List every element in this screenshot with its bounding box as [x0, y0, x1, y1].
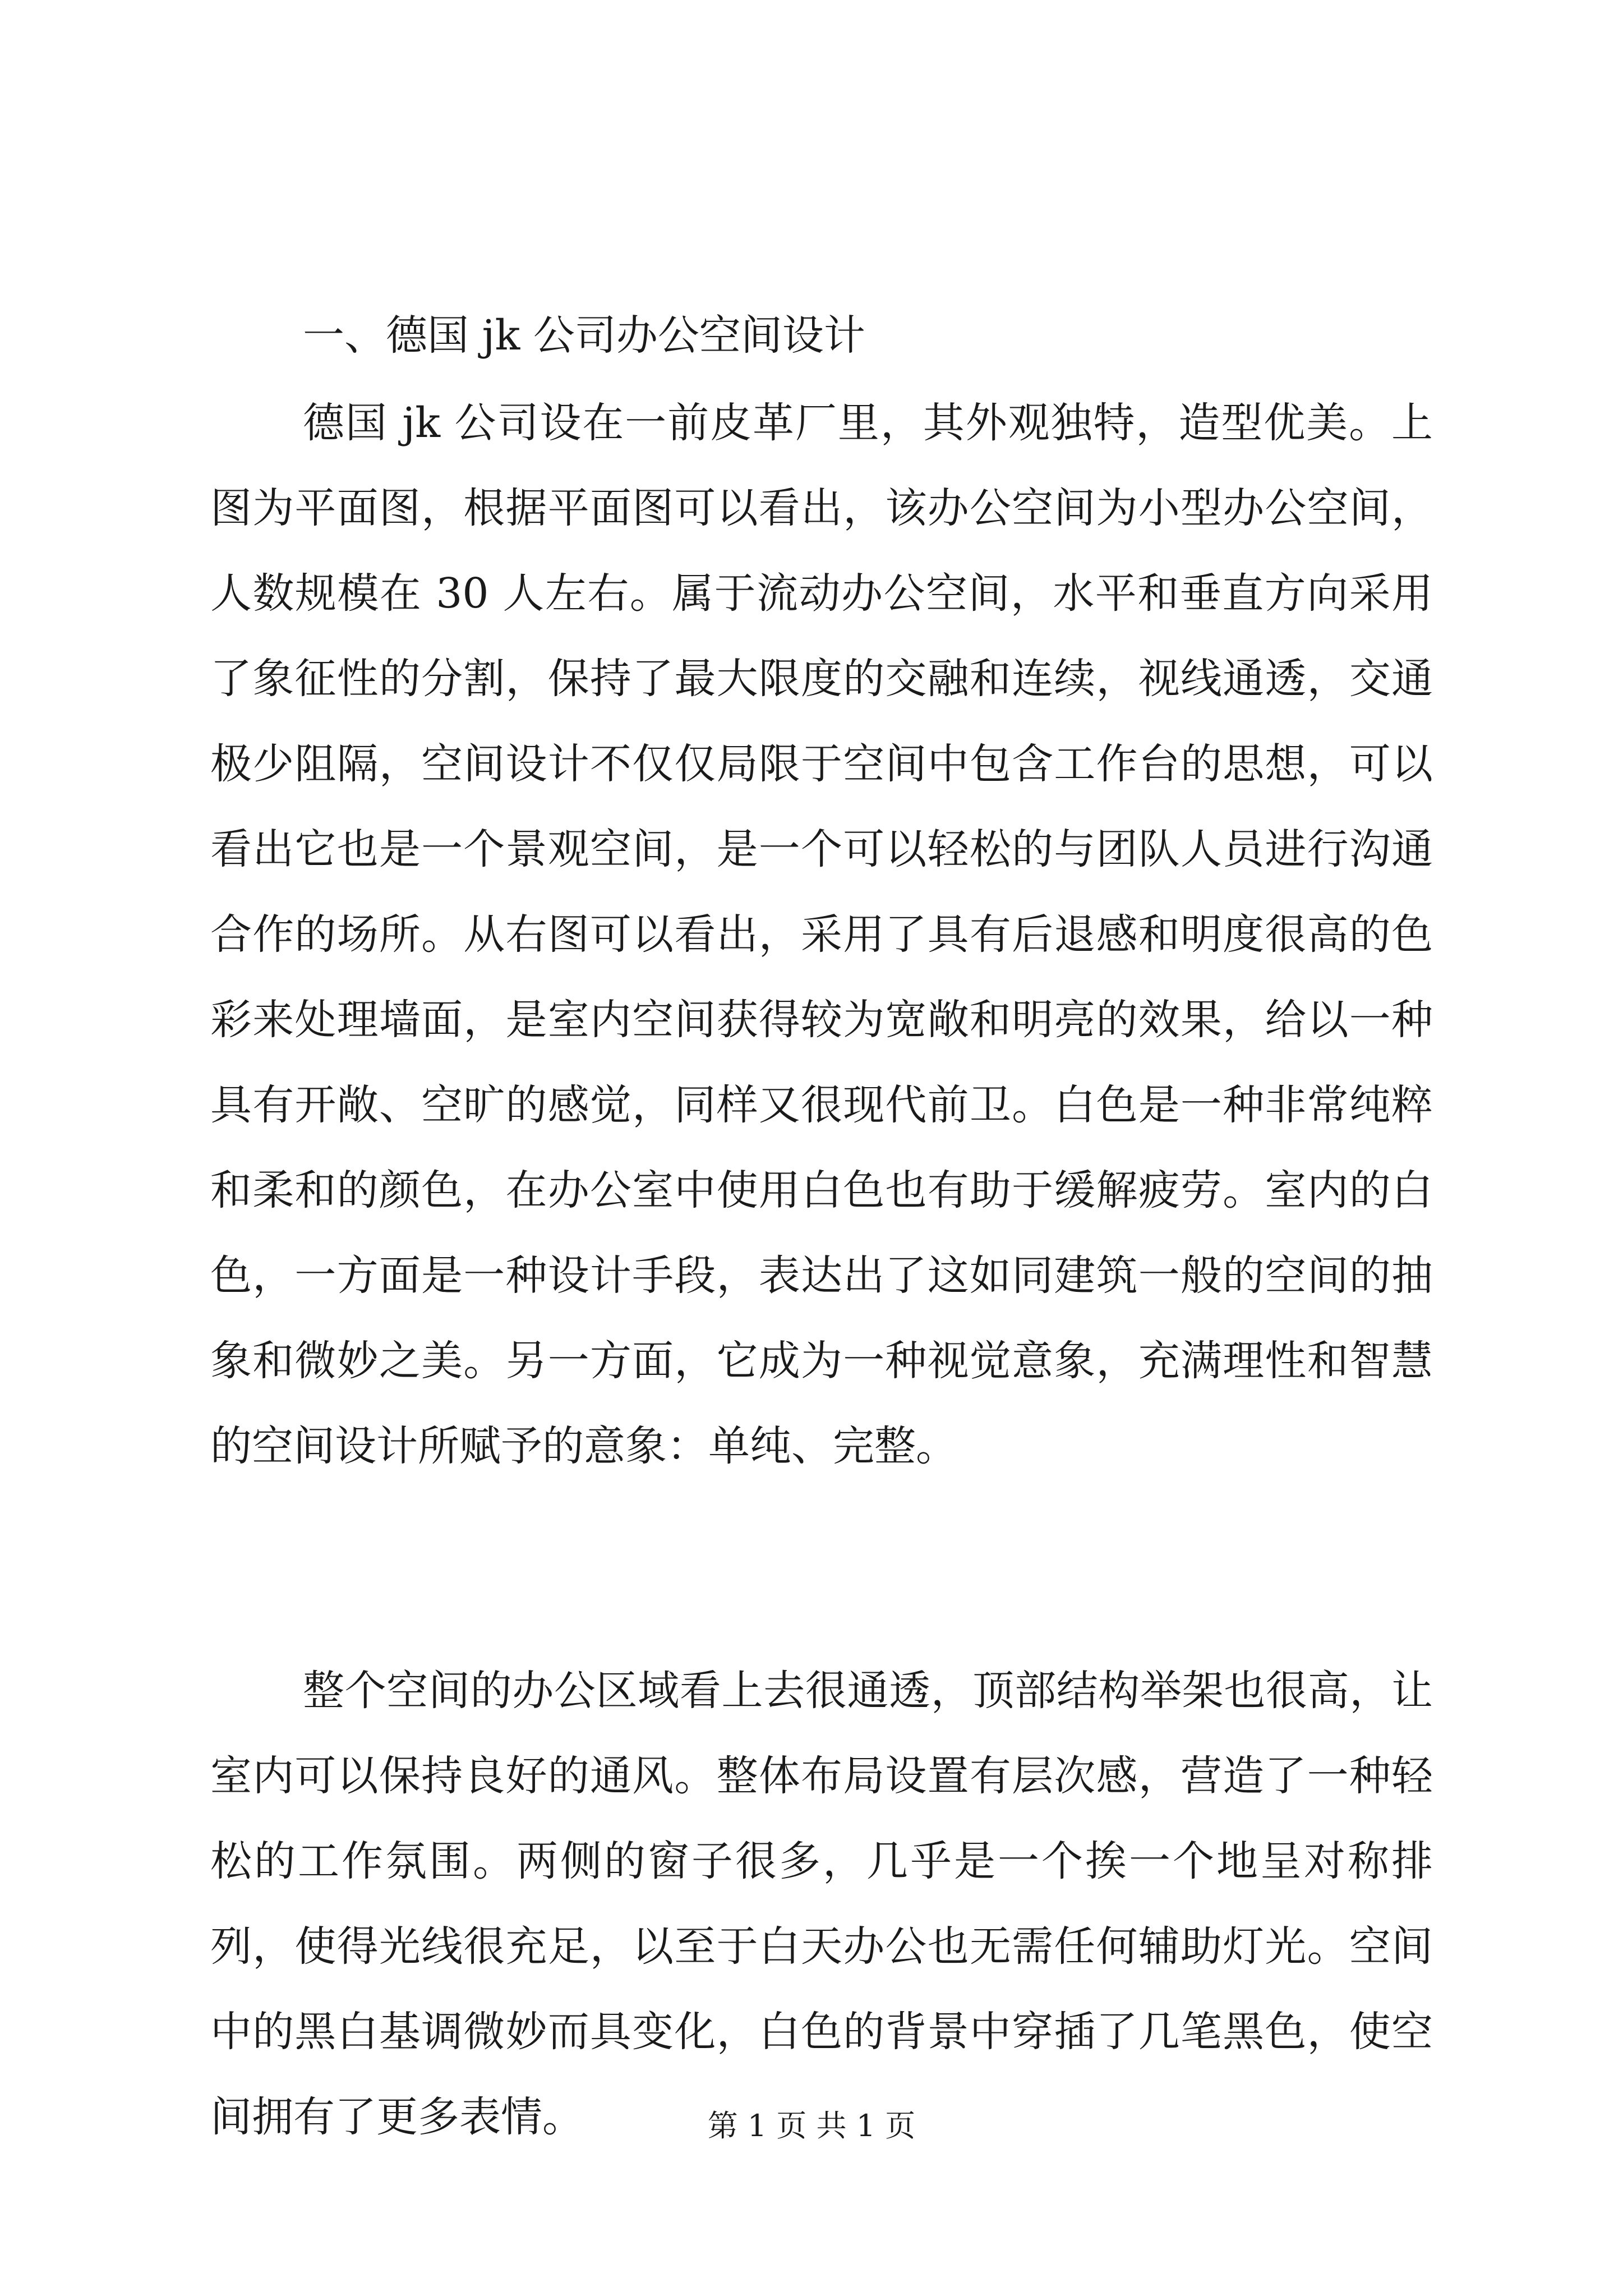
page-footer: 第 1 页 共 1 页 [707, 2108, 916, 2143]
section-heading: 一、德国 jk 公司办公空间设计 [303, 311, 865, 360]
paragraph-2: 整个空间的办公区域看上去很通透，顶部结构举架也很高，让室内可以保持良好的通风。整体布局设置有层次感，营造了一种轻松的工作氛围。两侧的窗子很多，几乎是一个挨一个地呈对称排列，使得光线很充足，以至于白天办公也无需任何辅助灯光。空间中的黑白基调微妙而具变化，白色的背景中穿插了几笔黑色，使空间拥有了更多表情。 [210, 1667, 1433, 2141]
paragraph-1: 德国 jk 公司设在一前皮革厂里，其外观独特，造型优美。上图为平面图，根据平面图可以看出，该办公空间为小型办公空间，人数规模在 30 人左右。属于流动办公空间，水平和垂直方向采用了象征性的分割，保持了最大限度的交融和连续，视线通透，交通极少阻隔，空间设计不仅仅局限于空间中包含工作台的思想，可以看出它也是一个景观空间，是一个可以轻松的与团队人员进行沟通合作的场所。从右图可以看出，采用了具有后退感和明度很高的色彩来处理墙面，是室内空间获得较为宽敞和明亮的效果，给以一种具有开敞、空旷的感觉，同样又很现代前卫。白色是一种非常纯粹和柔和的颜色，在办公室中使用白色也有助于缓解疲劳。室内的白色，一方面是一种设计手段，表达出了这如同建筑一般的空间的抽象和微妙之美。另一方面，它成为一种视觉意象，充满理性和智慧的空间设计所赋予的意象：单纯、完整。 [210, 399, 1433, 1470]
